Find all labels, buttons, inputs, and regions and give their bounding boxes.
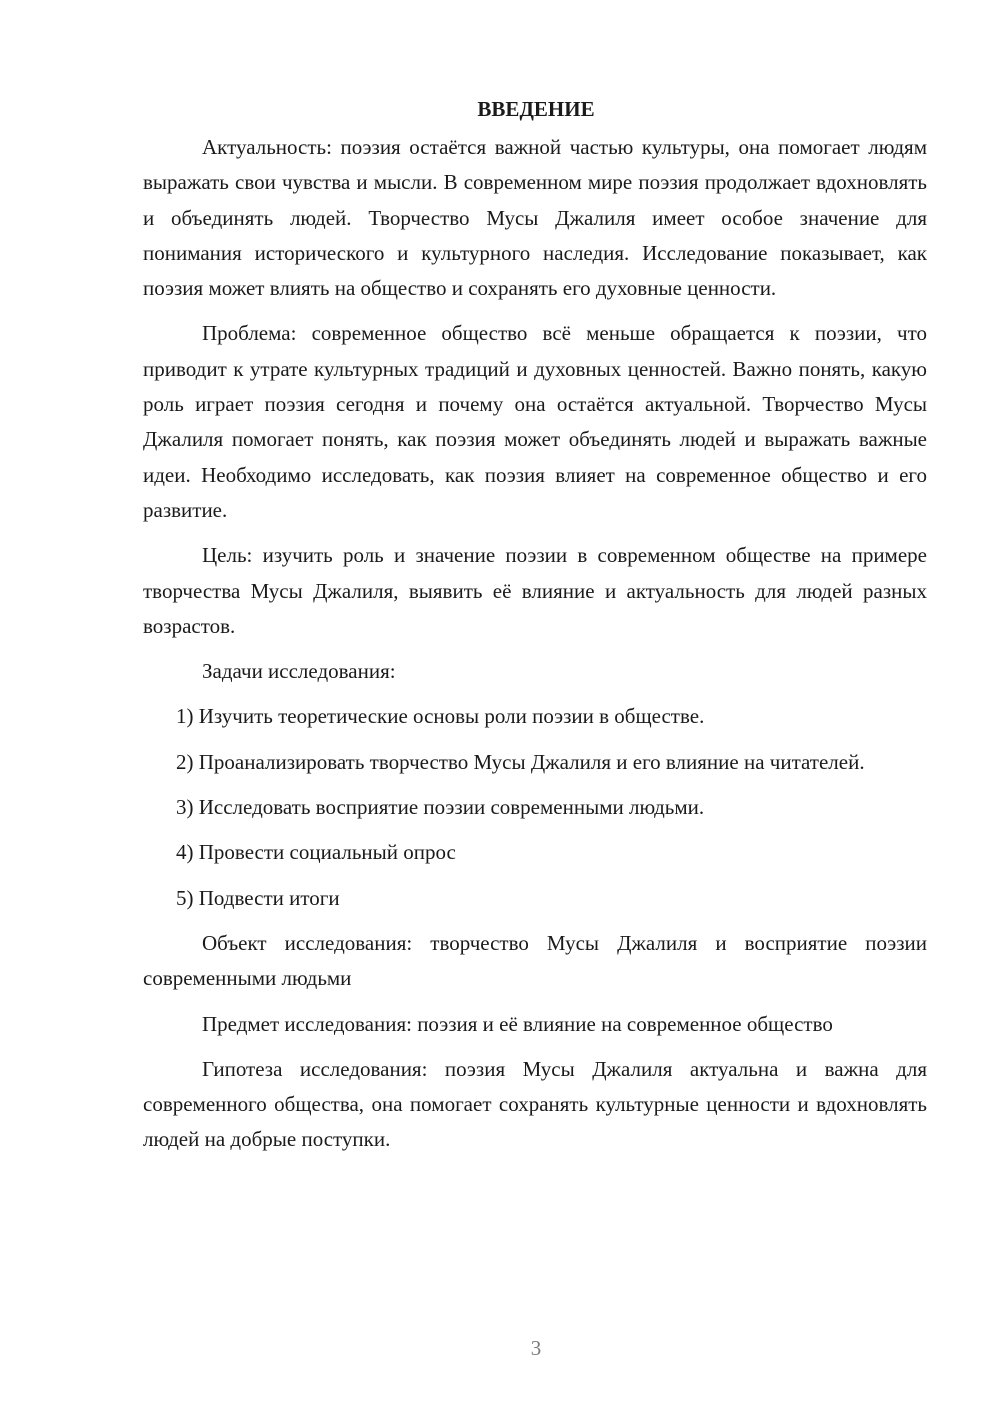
- task-item: 5) Подвести итоги: [176, 885, 340, 910]
- problem-paragraph: Проблема: современное общество всё меньше обращается к поэзии, что приводит к утрате культурных традиций и духовных ценностей. Важно понять, какую роль играет поэзия сегодня и почему она остаётся актуальной. Творчество Мусы Джалиля помогает понять, как поэзия может объединять людей и выражать важные идеи. Необходимо исследовать, как поэзия влияет на современное общество и его развитие.: [143, 321, 927, 522]
- task-item: 4) Провести социальный опрос: [176, 840, 456, 865]
- tasks-title: Задачи исследования:: [202, 659, 396, 684]
- task-item: 2) Проанализировать творчество Мусы Джалиля и его влияние на читателей.: [176, 749, 865, 774]
- object-paragraph: Объект исследования: творчество Мусы Джалиля и восприятие поэзии современными людьми: [143, 930, 927, 991]
- page-number: 3: [530, 1336, 542, 1360]
- page-content: [143, 92, 927, 1168]
- goal-paragraph: Цель: изучить роль и значение поэзии в современном обществе на примере творчества Мусы Джалиля, выявить её влияние и актуальность для людей разных возрастов.: [143, 543, 927, 638]
- relevance-paragraph: Актуальность: поэзия остаётся важной частью культуры, она помогает людям выражать свои чувства и мысли. В современном мире поэзия продолжает вдохновлять и объединять людей. Творчество Мусы Джалиля имеет особое значение для понимания исторического и культурного наследия. Исследование показывает, как поэзия может влиять на общество и сохранять его духовные ценности.: [143, 135, 927, 301]
- hypothesis-paragraph: Гипотеза исследования: поэзия Мусы Джалиля актуальна и важна для современного общества, она помогает сохранять культурные ценности и вдохновлять людей на добрые поступки.: [143, 1056, 927, 1152]
- task-item: 3) Исследовать восприятие поэзии современными людьми.: [176, 795, 705, 820]
- task-item: 1) Изучить теоретические основы роли поэзии в обществе.: [176, 704, 705, 729]
- subject-paragraph: Предмет исследования: поэзия и её влияние на современное общество: [202, 1011, 833, 1036]
- section-heading: ВВЕДЕНИЕ: [477, 97, 595, 121]
